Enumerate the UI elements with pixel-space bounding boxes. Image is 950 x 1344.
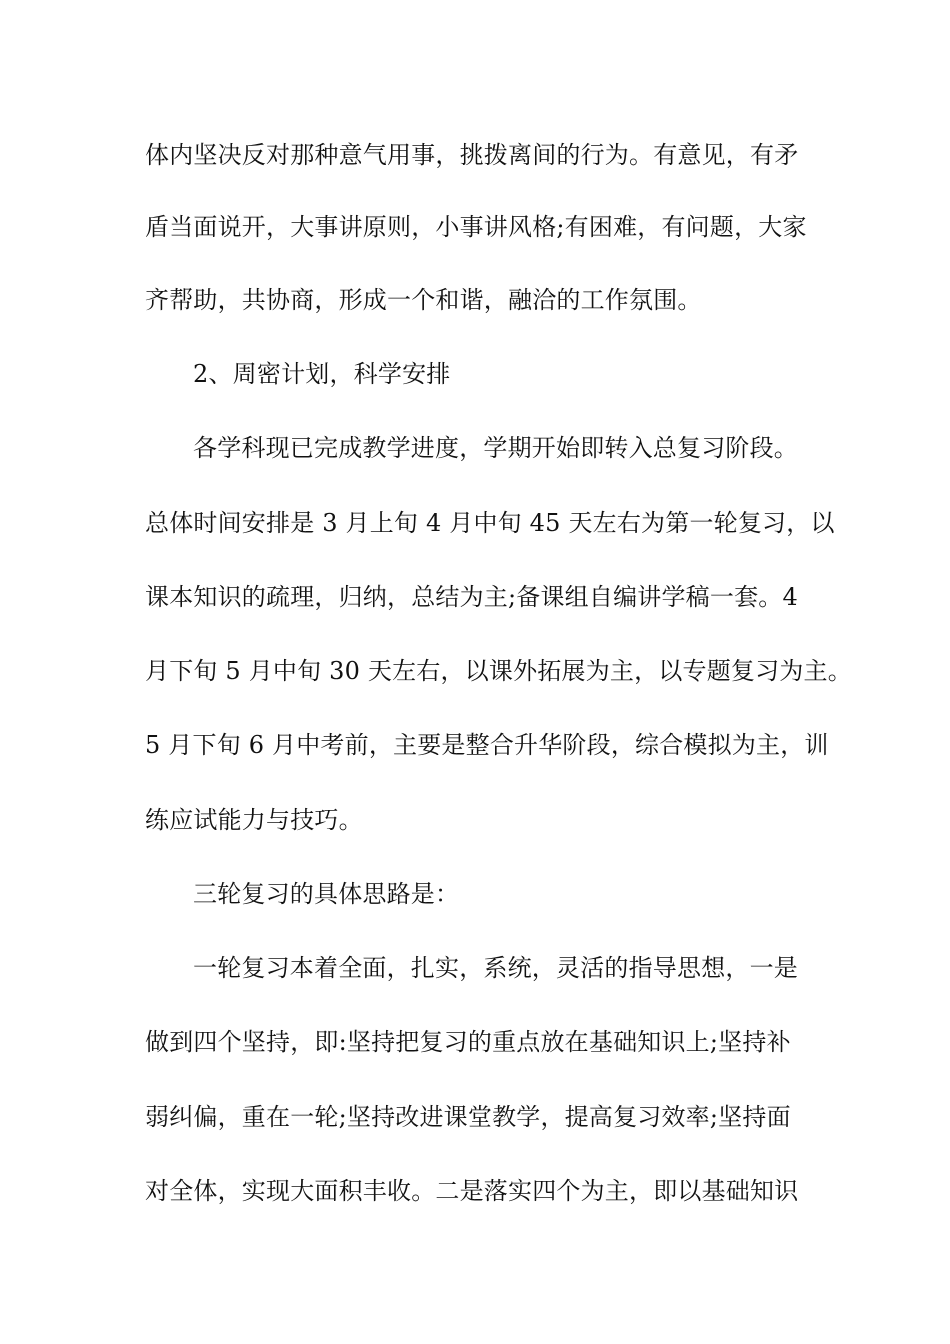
text-line: 齐帮助，共协商，形成一个和谐，融洽的工作氛围。	[145, 286, 702, 314]
section-heading: 2、周密计划，科学安排	[193, 360, 451, 388]
paragraph-first-line: 一轮复习本着全面，扎实，系统，灵活的指导思想，一是	[193, 954, 798, 982]
text-line: 做到四个坚持，即:坚持把复习的重点放在基础知识上;坚持补	[145, 1028, 791, 1056]
paragraph-first-line: 各学科现已完成教学进度，学期开始即转入总复习阶段。	[193, 434, 798, 462]
text-line: 体内坚决反对那种意气用事，挑拨离间的行为。有意见，有矛	[145, 141, 799, 169]
text-line: 5 月下旬 6 月中考前，主要是整合升华阶段，综合模拟为主，训	[145, 731, 829, 759]
paragraph-first-line: 三轮复习的具体思路是：	[193, 880, 460, 908]
text-line: 对全体，实现大面积丰收。二是落实四个为主，即以基础知识	[145, 1177, 799, 1205]
text-line: 弱纠偏，重在一轮;坚持改进课堂教学，提高复习效率;坚持面	[145, 1103, 791, 1131]
text-line: 月下旬 5 月中旬 30 天左右，以课外拓展为主，以专题复习为主。	[145, 657, 852, 685]
text-line: 盾当面说开，大事讲原则，小事讲风格;有困难，有问题，大家	[145, 213, 807, 241]
text-line: 课本知识的疏理，归纳，总结为主;备课组自编讲学稿一套。4	[145, 583, 798, 611]
text-line: 练应试能力与技巧。	[145, 806, 363, 834]
text-line: 总体时间安排是 3 月上旬 4 月中旬 45 天左右为第一轮复习，以	[145, 509, 835, 537]
